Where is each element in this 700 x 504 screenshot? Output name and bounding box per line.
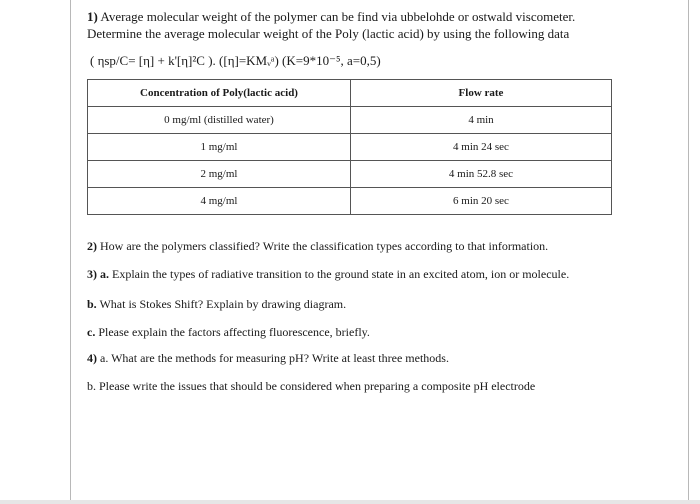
question-3c-text: Please explain the factors affecting fluorescence, briefly. — [98, 325, 370, 339]
question-3b-label: b. — [87, 297, 97, 311]
question-3b — [87, 295, 622, 313]
question-1-line-1 — [87, 8, 622, 25]
flow-rate-header: Flow rate — [351, 80, 612, 107]
table-row — [88, 161, 612, 188]
question-1-number: 1) — [87, 9, 98, 24]
table-row — [88, 134, 612, 161]
concentration-cell: 0 mg/ml (distilled water) — [88, 107, 351, 134]
question-3a-text: Explain the types of radiative transition to the ground state in an excited atom, ion or molecule. — [112, 267, 570, 281]
viscosity-formula: ( ηsp/C= [η] + k'[η]²C ). ([η]=KMᵥᵃ) (K=9*10⁻⁵, a=0,5) — [90, 53, 381, 68]
bottom-shade — [0, 500, 700, 504]
question-3-number: 3) a. — [87, 267, 109, 281]
question-4a — [87, 349, 622, 367]
page-left-edge — [70, 0, 71, 504]
flow-rate-cell: 6 min 20 sec — [351, 188, 612, 215]
question-3c-label: c. — [87, 325, 96, 339]
question-2-number: 2) — [87, 239, 97, 253]
document-content — [87, 8, 622, 395]
table-row — [88, 107, 612, 134]
page-right-edge — [688, 0, 689, 504]
question-3c — [87, 323, 622, 341]
question-1-line-2: Determine the average molecular weight of the Poly (lactic acid) by using the following data — [87, 26, 570, 41]
question-3b-text: What is Stokes Shift? Explain by drawing diagram. — [99, 297, 347, 311]
flow-rate-cell: 4 min 52.8 sec — [351, 161, 612, 188]
question-1-text-1: Average molecular weight of the polymer can be find via ubbelohde or ostwald viscometer. — [100, 9, 576, 24]
question-2-text: How are the polymers classified? Write the classification types according to that information. — [100, 239, 549, 253]
concentration-cell: 1 mg/ml — [88, 134, 351, 161]
concentration-cell: 2 mg/ml — [88, 161, 351, 188]
flow-rate-cell: 4 min 24 sec — [351, 134, 612, 161]
question-2 — [87, 237, 622, 255]
question-3a — [87, 265, 622, 283]
concentration-cell: 4 mg/ml — [88, 188, 351, 215]
flow-rate-table — [87, 79, 612, 215]
concentration-header: Concentration of Poly(lactic acid) — [88, 80, 351, 107]
flow-rate-cell: 4 min — [351, 107, 612, 134]
question-4a-text: a. What are the methods for measuring pH? Write at least three methods. — [100, 351, 449, 365]
question-4-number: 4) — [87, 351, 97, 365]
question-4b: b. Please write the issues that should be considered when preparing a composite pH electrode — [87, 379, 536, 393]
table-row — [88, 188, 612, 215]
table-header-row — [88, 80, 612, 107]
